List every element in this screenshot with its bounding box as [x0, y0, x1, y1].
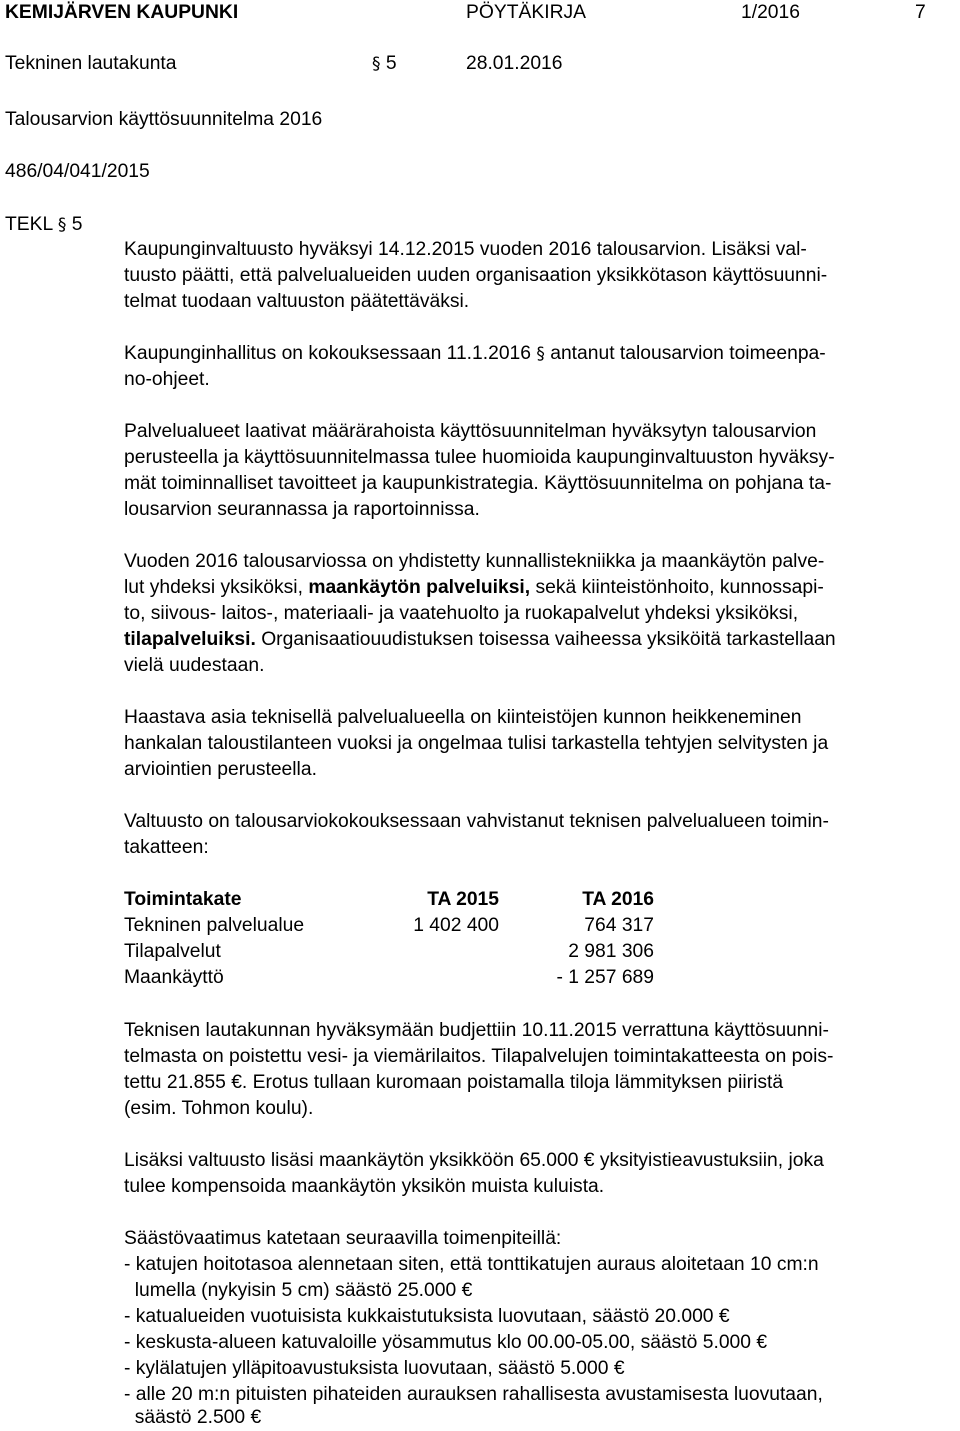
p2-text-a: Kaupunginhallitus on kokouksessaan 11.1.2016: [124, 343, 531, 364]
board-name: Tekninen lautakunta: [5, 53, 177, 74]
budget-table: [124, 887, 664, 991]
table-cell: - 1 257 689: [556, 967, 654, 988]
p9-line-4: - katualueiden vuotuisista kukkaistutuksista luovutaan, säästö 20.000 €: [124, 1306, 730, 1327]
p5-line-2: hankalan taloustilanteen vuoksi ja ongelmaa tulisi tarkastella tehtyjen selvitysten ja: [124, 733, 829, 754]
table-header-cell: TA 2015: [427, 889, 499, 910]
table-header-cell: Toimintakate: [124, 889, 242, 910]
p2-line-2: no-ohjeet.: [124, 369, 210, 390]
tekl-label: TEKL: [5, 214, 53, 235]
meeting-date: 28.01.2016: [466, 53, 563, 74]
p9-line-1: Säästövaatimus katetaan seuraavilla toimenpiteillä:: [124, 1228, 562, 1249]
p7-line-3: tettu 21.855 €. Erotus tullaan kuromaan poistamalla tiloja lämmityksen piiristä: [124, 1072, 784, 1093]
tekl-ref: [5, 212, 82, 238]
tekl-symbol: §: [57, 215, 67, 235]
p9-line-2: - katujen hoitotasoa alennetaan siten, että tonttikatujen auraus aloitetaan 10 cm:n: [124, 1254, 819, 1275]
p4-text-c: Organisaatiouudistuksen toisessa vaiheessa yksiköitä tarkastellaan: [261, 629, 836, 650]
p9-line-5: - keskusta-alueen katuvaloille yösammutus klo 00.00-05.00, säästö 5.000 €: [124, 1332, 768, 1353]
org-name: KEMIJÄRVEN KAUPUNKI: [5, 2, 239, 23]
subject-title: Talousarvion käyttösuunnitelma 2016: [5, 109, 323, 130]
p8-line-1: Lisäksi valtuusto lisäsi maankäytön yksikköön 65.000 € yksityistieavustuksiin, joka: [124, 1150, 824, 1171]
p3-line-4: lousarvion seurannassa ja raportoinnissa.: [124, 499, 480, 520]
p6-line-2: takatteen:: [124, 837, 209, 858]
p4-bold-tilapalvelut: tilapalveluiksi.: [124, 629, 256, 650]
p7-line-2: telmasta on poistettu vesi- ja viemärilaitos. Tilapalvelujen toimintakatteesta on pois-: [124, 1046, 834, 1067]
doc-type: PÖYTÄKIRJA: [466, 2, 586, 23]
p9-line-3: lumella (nykyisin 5 cm) säästö 25.000 €: [124, 1280, 473, 1301]
tekl-number: 5: [71, 214, 83, 235]
table-header-row: [124, 887, 664, 913]
table-cell: 1 402 400: [413, 915, 499, 936]
p8-line-2: tulee kompensoida maankäytön yksikön muista kuluista.: [124, 1176, 605, 1197]
p4-line-2: [124, 575, 824, 601]
p9-line-6: - kylälatujen ylläpitoavustuksista luovutaan, säästö 5.000 €: [124, 1358, 625, 1379]
p7-line-4: (esim. Tohmon koulu).: [124, 1098, 314, 1119]
page-number: 7: [915, 2, 926, 23]
table-row: [124, 939, 664, 965]
p7-line-1: Teknisen lautakunnan hyväksymään budjettiin 10.11.2015 verrattuna käyttösuunni-: [124, 1020, 829, 1041]
p2-line-1: [124, 341, 826, 367]
p4-line-3: to, siivous- laitos-, materiaali- ja vaatehuolto ja ruokapalvelut yhdeksi yksiköksi,: [124, 603, 799, 624]
table-row: [124, 913, 664, 939]
p4-line-1: Vuoden 2016 talousarviossa on yhdistetty kunnallistekniikka ja maankäytön palve-: [124, 551, 825, 572]
table-cell: Tekninen palvelualue: [124, 915, 305, 936]
table-cell: Tilapalvelut: [124, 941, 221, 962]
p4-line-4: [124, 627, 836, 653]
p3-line-3: mät toiminnalliset tavoitteet ja kaupunkistrategia. Käyttösuunnitelma on pohjana ta-: [124, 473, 832, 494]
p4-text-b: sekä kiinteistönhoito, kunnossapi-: [535, 577, 824, 598]
section-ref: [372, 51, 397, 77]
table-cell: 764 317: [584, 915, 654, 936]
table-cell: 2 981 306: [568, 941, 654, 962]
section-symbol: §: [372, 54, 381, 74]
section-number: 5: [385, 53, 397, 74]
p3-line-1: Palvelualueet laativat määrärahoista käyttösuunnitelman hyväksytyn talousarvion: [124, 421, 817, 442]
p5-line-1: Haastava asia teknisellä palvelualueella on kiinteistöjen kunnon heikkeneminen: [124, 707, 802, 728]
p5-line-3: arviointien perusteella.: [124, 759, 317, 780]
table-header-cell: TA 2016: [582, 889, 654, 910]
p9-line-7: - alle 20 m:n pituisten pihateiden aurauksen rahallisesta avustamisesta luovutaan,: [124, 1384, 823, 1405]
p2-section-symbol: §: [536, 344, 545, 364]
record-number: 486/04/041/2015: [5, 161, 150, 182]
p1-line-1: Kaupunginvaltuusto hyväksyi 14.12.2015 vuoden 2016 talousarvion. Lisäksi val-: [124, 239, 807, 260]
p2-text-b: antanut talousarvion toimeenpa-: [550, 343, 826, 364]
p9-line-8: säästö 2.500 €: [124, 1407, 262, 1428]
p3-line-2: perusteella ja käyttösuunnitelmassa tulee huomioida kaupunginvaltuuston hyväksy-: [124, 447, 835, 468]
p6-line-1: Valtuusto on talousarviokokouksessaan vahvistanut teknisen palvelualueen toimin-: [124, 811, 829, 832]
p4-text-a: lut yhdeksi yksiköksi,: [124, 577, 303, 598]
p4-line-5: vielä uudestaan.: [124, 655, 265, 676]
p1-line-3: telmat tuodaan valtuuston päätettäväksi.: [124, 291, 470, 312]
table-cell: Maankäyttö: [124, 967, 224, 988]
p4-bold-maankaytto: maankäytön palveluiksi,: [308, 577, 531, 598]
table-row: [124, 965, 664, 991]
p1-line-2: tuusto päätti, että palvelualueiden uuden organisaation yksikkötason käyttösuunni-: [124, 265, 828, 286]
doc-number: 1/2016: [741, 2, 800, 23]
